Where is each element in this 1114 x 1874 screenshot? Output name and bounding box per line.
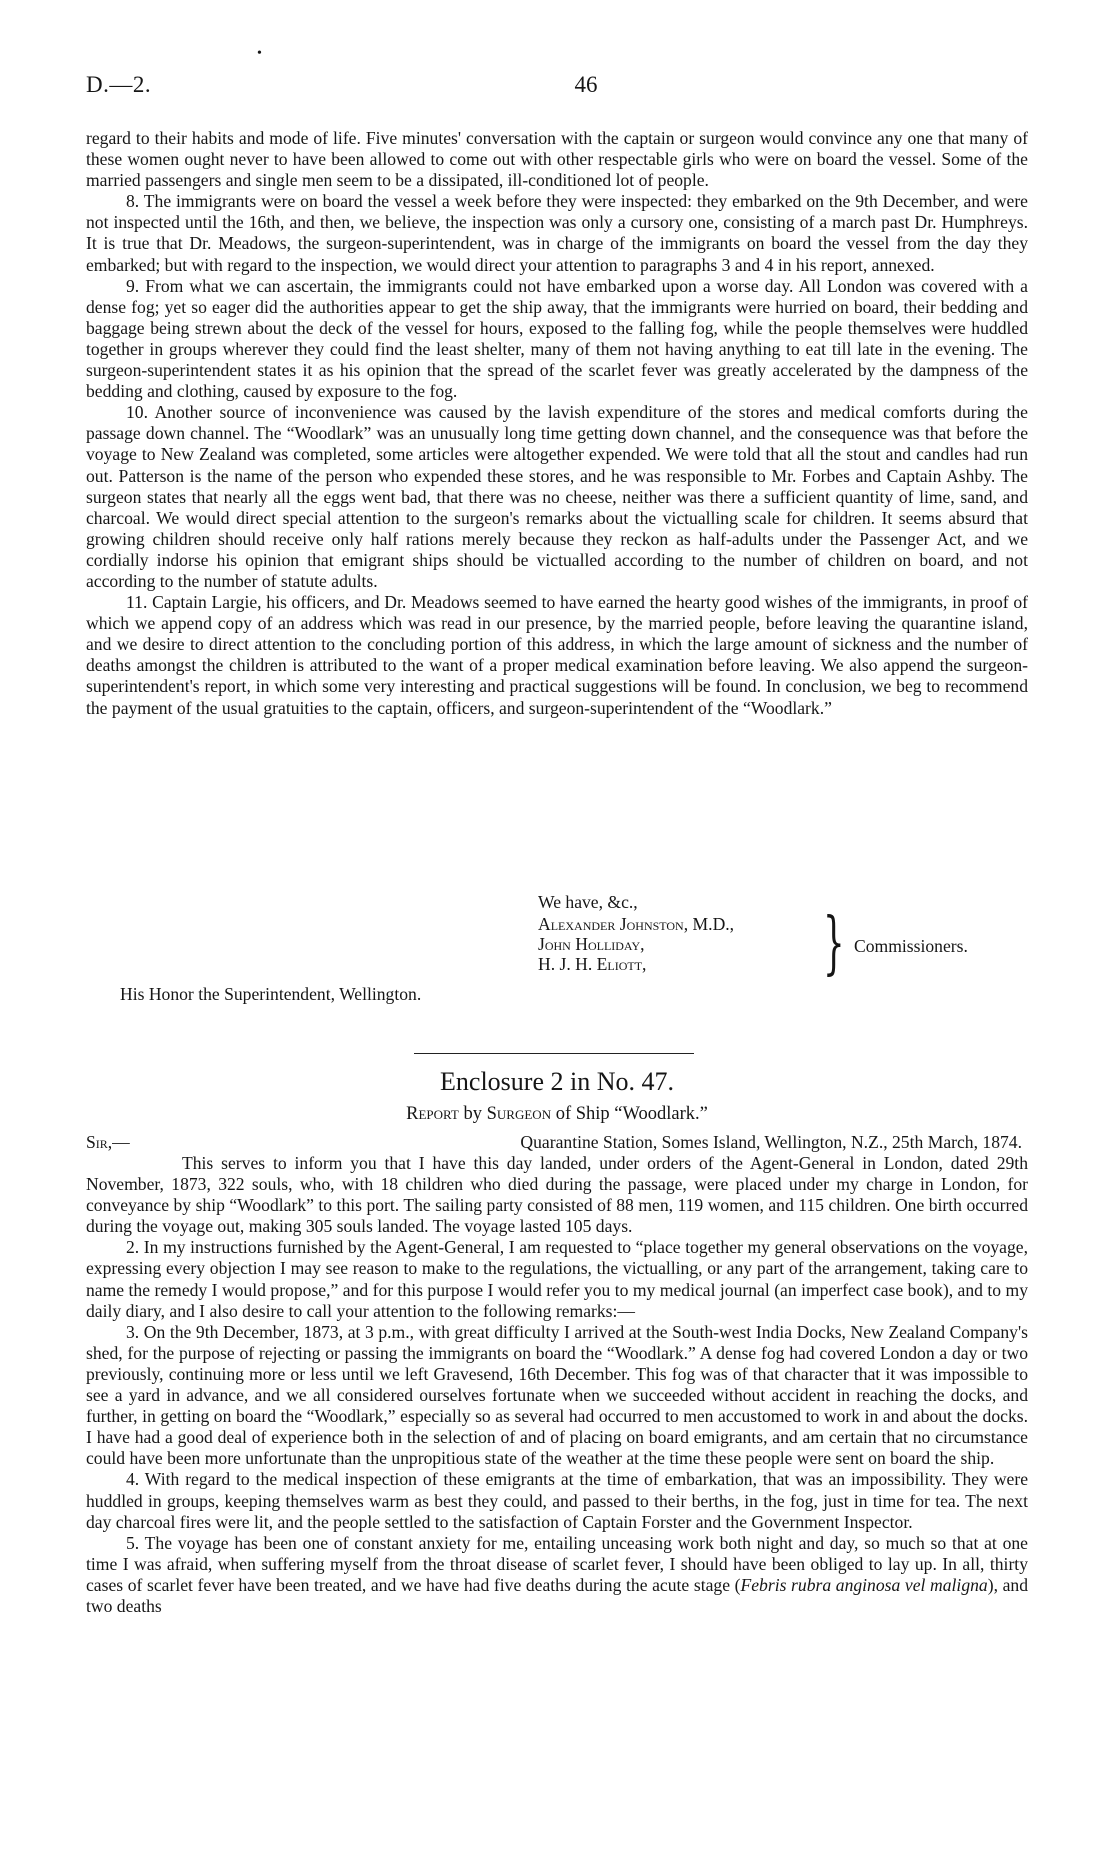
page-header [86,46,1028,106]
letter-heading-line [86,1132,1028,1153]
paragraph-3: 3. On the 9th December, 1873, at 3 p.m., with great difficulty I arrived at the South-west India Docks, New Zealand Company's shed, for the purpose of rejecting or passing the immigrants on board the “Woodlark.” A dense fog had covered London a day or two previously, continuing more or less until we left Gravesend, 16th December. This fog was of that character that it was impossible to see a yard in advance, and we all considered ourselves fortunate when we succeeded without accident in reaching the docks, and further, in getting on board the “Woodlark,” especially so as several had occurred to men accustomed to work in and about the docks. I have had a good deal of experience both in the selection of and of placing on board emigrants, and am certain that no circumstance could have been more unfortunate than the unpropitious state of the weather at the time these people were sent on board the ship. [86,1321,1028,1469]
place-and-date: Quarantine Station, Somes Island, Wellington, N.Z., 25th March, 1874. [520,1132,1022,1152]
document-reference: D.—2. [86,72,152,97]
brace-symbol: } [823,904,845,983]
enclosure-title: Enclosure 2 in No. 47. [440,1067,674,1096]
paragraph-5: 5. The voyage has been one of constant anxiety for me, entailing unceasing work both night and day, so much so that at one time I was afraid, when suffering myself from the throat disease of scarlet fever, I should have been obliged to lay up. In all, thirty cases of scarlet fever have been treated, and we have had five deaths during the acute stage (Febris rubra anginosa vel maligna), and two deaths [86,1532,1029,1616]
salutation: Sir,— [86,1132,130,1152]
page-number: 46 [574,72,598,97]
closing-phrase: We have, &c., [538,892,638,912]
paragraph-10: 10. Another source of inconvenience was caused by the lavish expenditure of the stores and medical comforts during the passage down channel. The “Woodlark” was an unusually long time getting down channel, and the consequence was that before the voyage to New Zealand was completed, some articles were altogether expended. We were told that all the stout and candles had run out. Patterson is the name of the person who expended these stores, and he was responsible to Mr. Forbes and Captain Ashby. The surgeon states that nearly all the eggs went bad, that there was no cheese, neither was there a sufficient quantity of lime, sand, and charcoal. We would direct special attention to the surgeon's remarks about the victualling scale for children. It seems absurd that growing children should receive only half rations merely because they reckon as half-adults under the Passenger Act, and we cordially indorse his opinion that emigrant ships should be victualled according to the number of children on board, and not according to the number of statute adults. [86,402,1028,591]
addressee: His Honor the Superintendent, Wellington. [120,984,422,1004]
commissioners-report-text [86,128,1028,719]
signatory-names [538,914,734,974]
surgeon-report-text [86,1132,1028,1617]
paragraph-2: 2. In my instructions furnished by the Agent-General, I am requested to “place together my general observations on the voyage, expressing every objection I may see reason to make to the regulations, the victualling, or any part of the arrangement, taking care to name the remedy I would propose,” and for this purpose I would refer you to my medical journal (an imperfect case book), and to my daily diary, and I also desire to call your attention to the following remarks:— [86,1237,1028,1321]
paragraph-1: This serves to inform you that I have this day landed, under orders of the Agent-General in London, dated 29th November, 1873, 322 souls, who, with 18 children who died during the passage, were placed under my charge in London, for conveyance by ship “Woodlark” to this port. The sailing party consisted of 88 men, 119 women, and 115 children. One birth occurred during the voyage out, making 305 souls landed. The voyage lasted 105 days. [86,1153,1028,1237]
section-divider [414,1053,694,1054]
paragraph-9: 9. From what we can ascertain, the immigrants could not have embarked upon a worse day. All London was covered with a dense fog; yet so eager did the authorities appear to get the ship away, that the immigrants were hurried on board, their bedding and baggage being strewn about the deck of the vessel for hours, exposed to the falling fog, while the people themselves were huddled together in groups wherever they could find the least shelter, many of them not having anything to eat till late in the evening. The surgeon-superintendent states it as his opinion that the spread of the scarlet fever was greatly accelerated by the dampness of the bedding and clothing, caused by exposure to the fog. [86,275,1028,402]
signature-block [86,892,1028,1010]
paragraph-11: 11. Captain Largie, his officers, and Dr. Meadows seemed to have earned the hearty good wishes of the immigrants, in proof of which we append copy of an address which was read in our presence, by the married people, before leaving the quarantine island, and we desire to direct attention to the concluding portion of this address, in which the large amount of sickness and the number of deaths amongst the children is attributed to the want of a proper medical examination before leaving. We also append the surgeon-superintendent's report, in which some very interesting and practical suggestions will be found. In conclusion, we beg to recommend the payment of the usual gratuities to the captain, officers, and surgeon-superintendent of the “Woodlark.” [86,592,1028,718]
signatory-name: H. J. H. Eliott, [538,954,647,974]
paragraph-4: 4. With regard to the medical inspection of these emigrants at the time of embarkation, that was an impossibility. They were huddled in groups, keeping themselves warm as best they could, and passed to their berths, in the fog, just in time for tea. The next day charcoal fires were lit, and the people settled to the satisfaction of Captain Forster and the Government Inspector. [86,1469,1028,1532]
paragraph-continued: regard to their habits and mode of life. Five minutes' conversation with the captain or surgeon would convince any one that many of these women ought never to have been allowed to come out with other respectable girls who were on board the vessel. Some of the married passengers and single men seem to be a dissipated, ill-conditioned lot of people. [86,128,1028,191]
signatory-role: Commissioners. [854,936,968,956]
signatory-name: Alexander Johnston, M.D., [538,914,735,934]
latin-term: Febris rubra anginosa vel maligna [740,1574,988,1595]
paragraph-8: 8. The immigrants were on board the vessel a week before they were inspected: they embarked on the 9th December, and were not inspected until the 16th, and then, we believe, the inspection was only a cursory one, consisting of a march past Dr. Humphreys. It is true that Dr. Meadows, the surgeon-superintendent, was in charge of the immigrants on board the vessel from the day they embarked; but with regard to the inspection, we would direct your attention to paragraphs 3 and 4 in his report, annexed. [86,191,1028,275]
enclosure-subtitle: Report by Surgeon of Ship “Woodlark.” [406,1104,708,1124]
stray-mark: • [257,46,262,61]
signatory-name: John Holliday, [538,934,645,954]
